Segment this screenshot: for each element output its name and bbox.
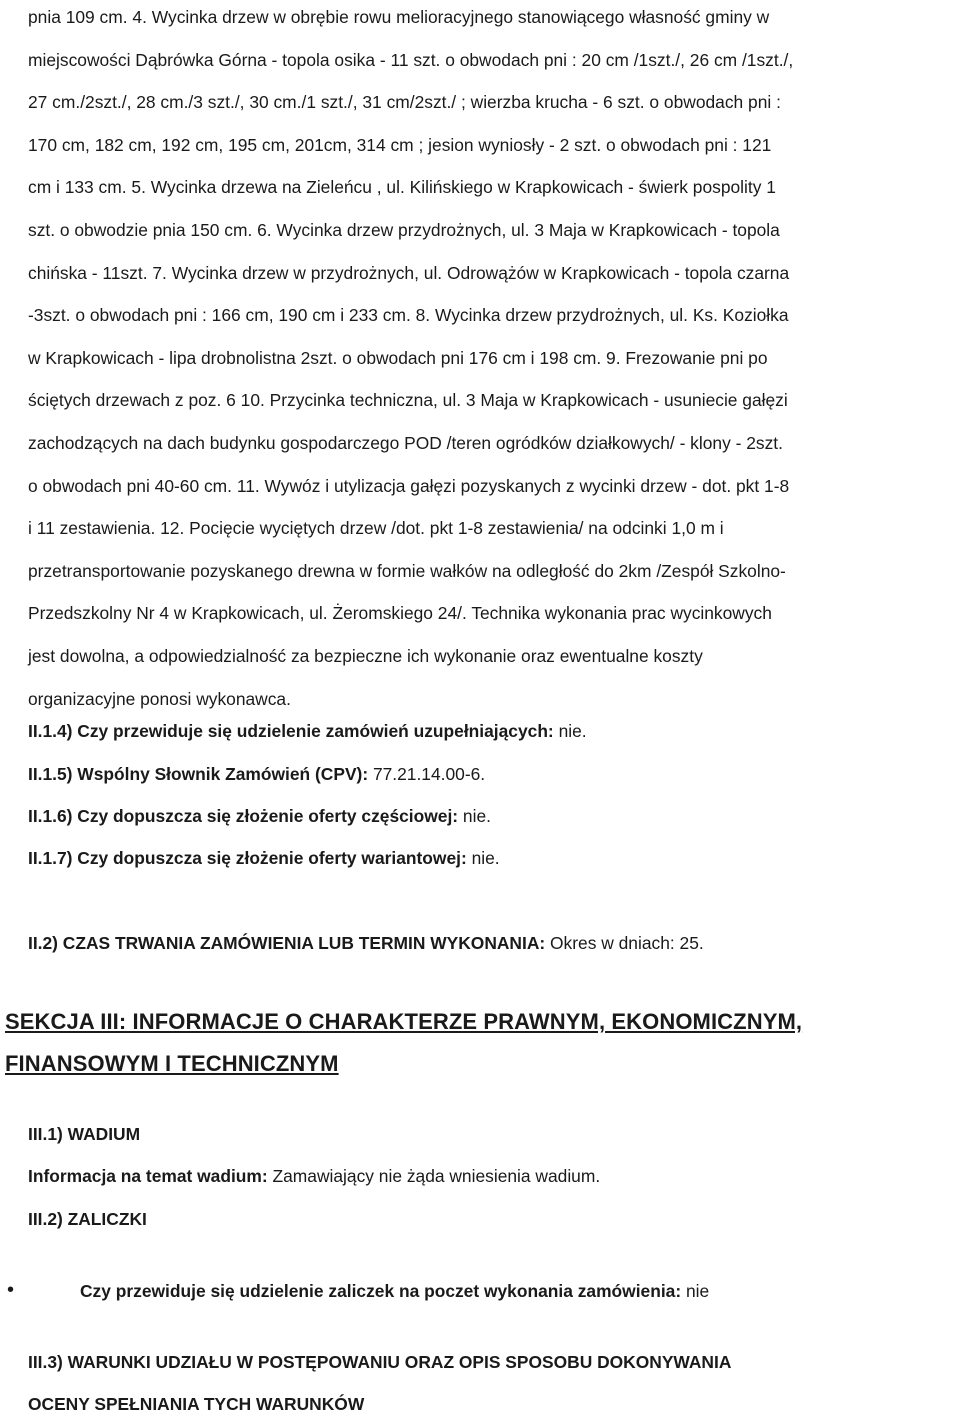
zaliczki-heading-text: III.2) ZALICZKI [28,1209,147,1229]
item-duration [28,932,704,954]
wadium-info [28,1165,600,1187]
zaliczki-value: nie [681,1281,710,1301]
paragraph-line: przetransportowanie pozyskanego drewna w formie wałków na odległość do 2km /Zespół Szkolno- [28,560,786,581]
paragraph-line: Przedszkolny Nr 4 w Krapkowicach, ul. Żeromskiego 24/. Technika wykonania prac wycinkowych [28,603,772,624]
item-cpv [28,763,485,785]
item-value: nie. [458,806,491,826]
paragraph-line: o obwodach pni 40-60 cm. 11. Wywóz i utylizacja gałęzi pozyskanych z wycinki drzew - dot. pkt 1-8 [28,475,790,496]
paragraph-line: ściętych drzewach z poz. 6 10. Przycinka techniczna, ul. 3 Maja w Krapkowicach - usuniecie gałęzi [28,390,788,411]
paragraph-line: miejscowości Dąbrówka Górna - topola osika - 11 szt. o obwodach pni : 20 cm /1szt./, 26 cm /1szt./, [28,49,794,70]
section-title-line-2: FINANSOWYM I TECHNICZNYM [5,1051,339,1076]
warunki-line-1-text: III.3) WARUNKI UDZIAŁU W POSTĘPOWANIU ORAZ OPIS SPOSOBU DOKONYWANIA [28,1352,732,1372]
paragraph-line: jest dowolna, a odpowiedzialność za bezpieczne ich wykonanie oraz ewentualne koszty [28,645,703,666]
zaliczki-heading [28,1208,147,1230]
item-value: nie. [466,848,500,868]
paragraph-line: i 11 zestawienia. 12. Pocięcie wyciętych drzew /dot. pkt 1-8 zestawienia/ na odcinki 1,0 m i [28,518,724,539]
zaliczki-question [80,1280,709,1302]
item-value: 77.21.14.00-6. [368,764,486,784]
item-partial-offer [28,805,491,827]
bullet-icon: • [7,1279,15,1301]
wadium-value: Zamawiający nie żąda wniesienia wadium. [267,1166,601,1186]
wadium-label: Informacja na temat wadium: [28,1166,268,1186]
paragraph-line: -3szt. o obwodach pni : 166 cm, 190 cm i 233 cm. 8. Wycinka drzew przydrożnych, ul. Ks. Koziołka [28,305,789,326]
item-variant-offer [28,847,500,869]
paragraph-line: chińska - 11szt. 7. Wycinka drzew w przydrożnych, ul. Odrowążów w Krapkowicach - topola czarna [28,262,790,283]
paragraph-line: cm i 133 cm. 5. Wycinka drzewa na Zieleńcu , ul. Kilińskiego w Krapkowicach - świerk pospolity 1 [28,177,776,198]
item-label: II.1.5) Wspólny Słownik Zamówień (CPV): [28,764,369,784]
item-label: II.1.4) Czy przewiduje się udzielenie zamówień uzupełniających: [28,721,554,741]
item-value: nie. [553,721,587,741]
warunki-line-2-text: OCENY SPEŁNIANIA TYCH WARUNKÓW [28,1394,365,1414]
item-label: II.2) CZAS TRWANIA ZAMÓWIENIA LUB TERMIN WYKONANIA: [28,933,546,953]
paragraph-line: organizacyjne ponosi wykonawca. [28,688,291,709]
item-label: II.1.7) Czy dopuszcza się złożenie oferty wariantowej: [28,848,467,868]
item-label: II.1.6) Czy dopuszcza się złożenie oferty częściowej: [28,806,459,826]
zaliczki-label: Czy przewiduje się udzielenie zaliczek na poczet wykonania zamówienia: [80,1281,682,1301]
item-value: Okres w dniach: 25. [545,933,704,953]
paragraph-line: 170 cm, 182 cm, 192 cm, 195 cm, 201cm, 314 cm ; jesion wyniosły - 2 szt. o obwodach pni : 121 [28,134,772,155]
wadium-heading [28,1123,140,1145]
paragraph-line: szt. o obwodzie pnia 150 cm. 6. Wycinka drzew przydrożnych, ul. 3 Maja w Krapkowicach - topola [28,219,780,240]
item-supplementary-orders [28,720,587,742]
paragraph-line: w Krapkowicach - lipa drobnolistna 2szt. o obwodach pni 176 cm i 198 cm. 9. Frezowanie pni po [28,347,768,368]
paragraph-line: 27 cm./2szt./, 28 cm./3 szt./, 30 cm./1 szt./, 31 cm/2szt./ ; wierzba krucha - 6 szt. o obwodach pni : [28,92,781,113]
section-title-line-1: SEKCJA III: INFORMACJE O CHARAKTERZE PRAWNYM, EKONOMICZNYM, [5,1009,803,1034]
work-description-paragraph [28,0,960,720]
warunki-heading-line-1 [28,1351,731,1373]
paragraph-line: pnia 109 cm. 4. Wycinka drzew w obrębie rowu melioracyjnego stanowiącego własność gminy w [28,7,770,27]
paragraph-line: zachodzących na dach budynku gospodarczego POD /teren ogródków działkowych/ - klony - 2szt. [28,432,783,453]
wadium-heading-text: III.1) WADIUM [28,1124,141,1144]
